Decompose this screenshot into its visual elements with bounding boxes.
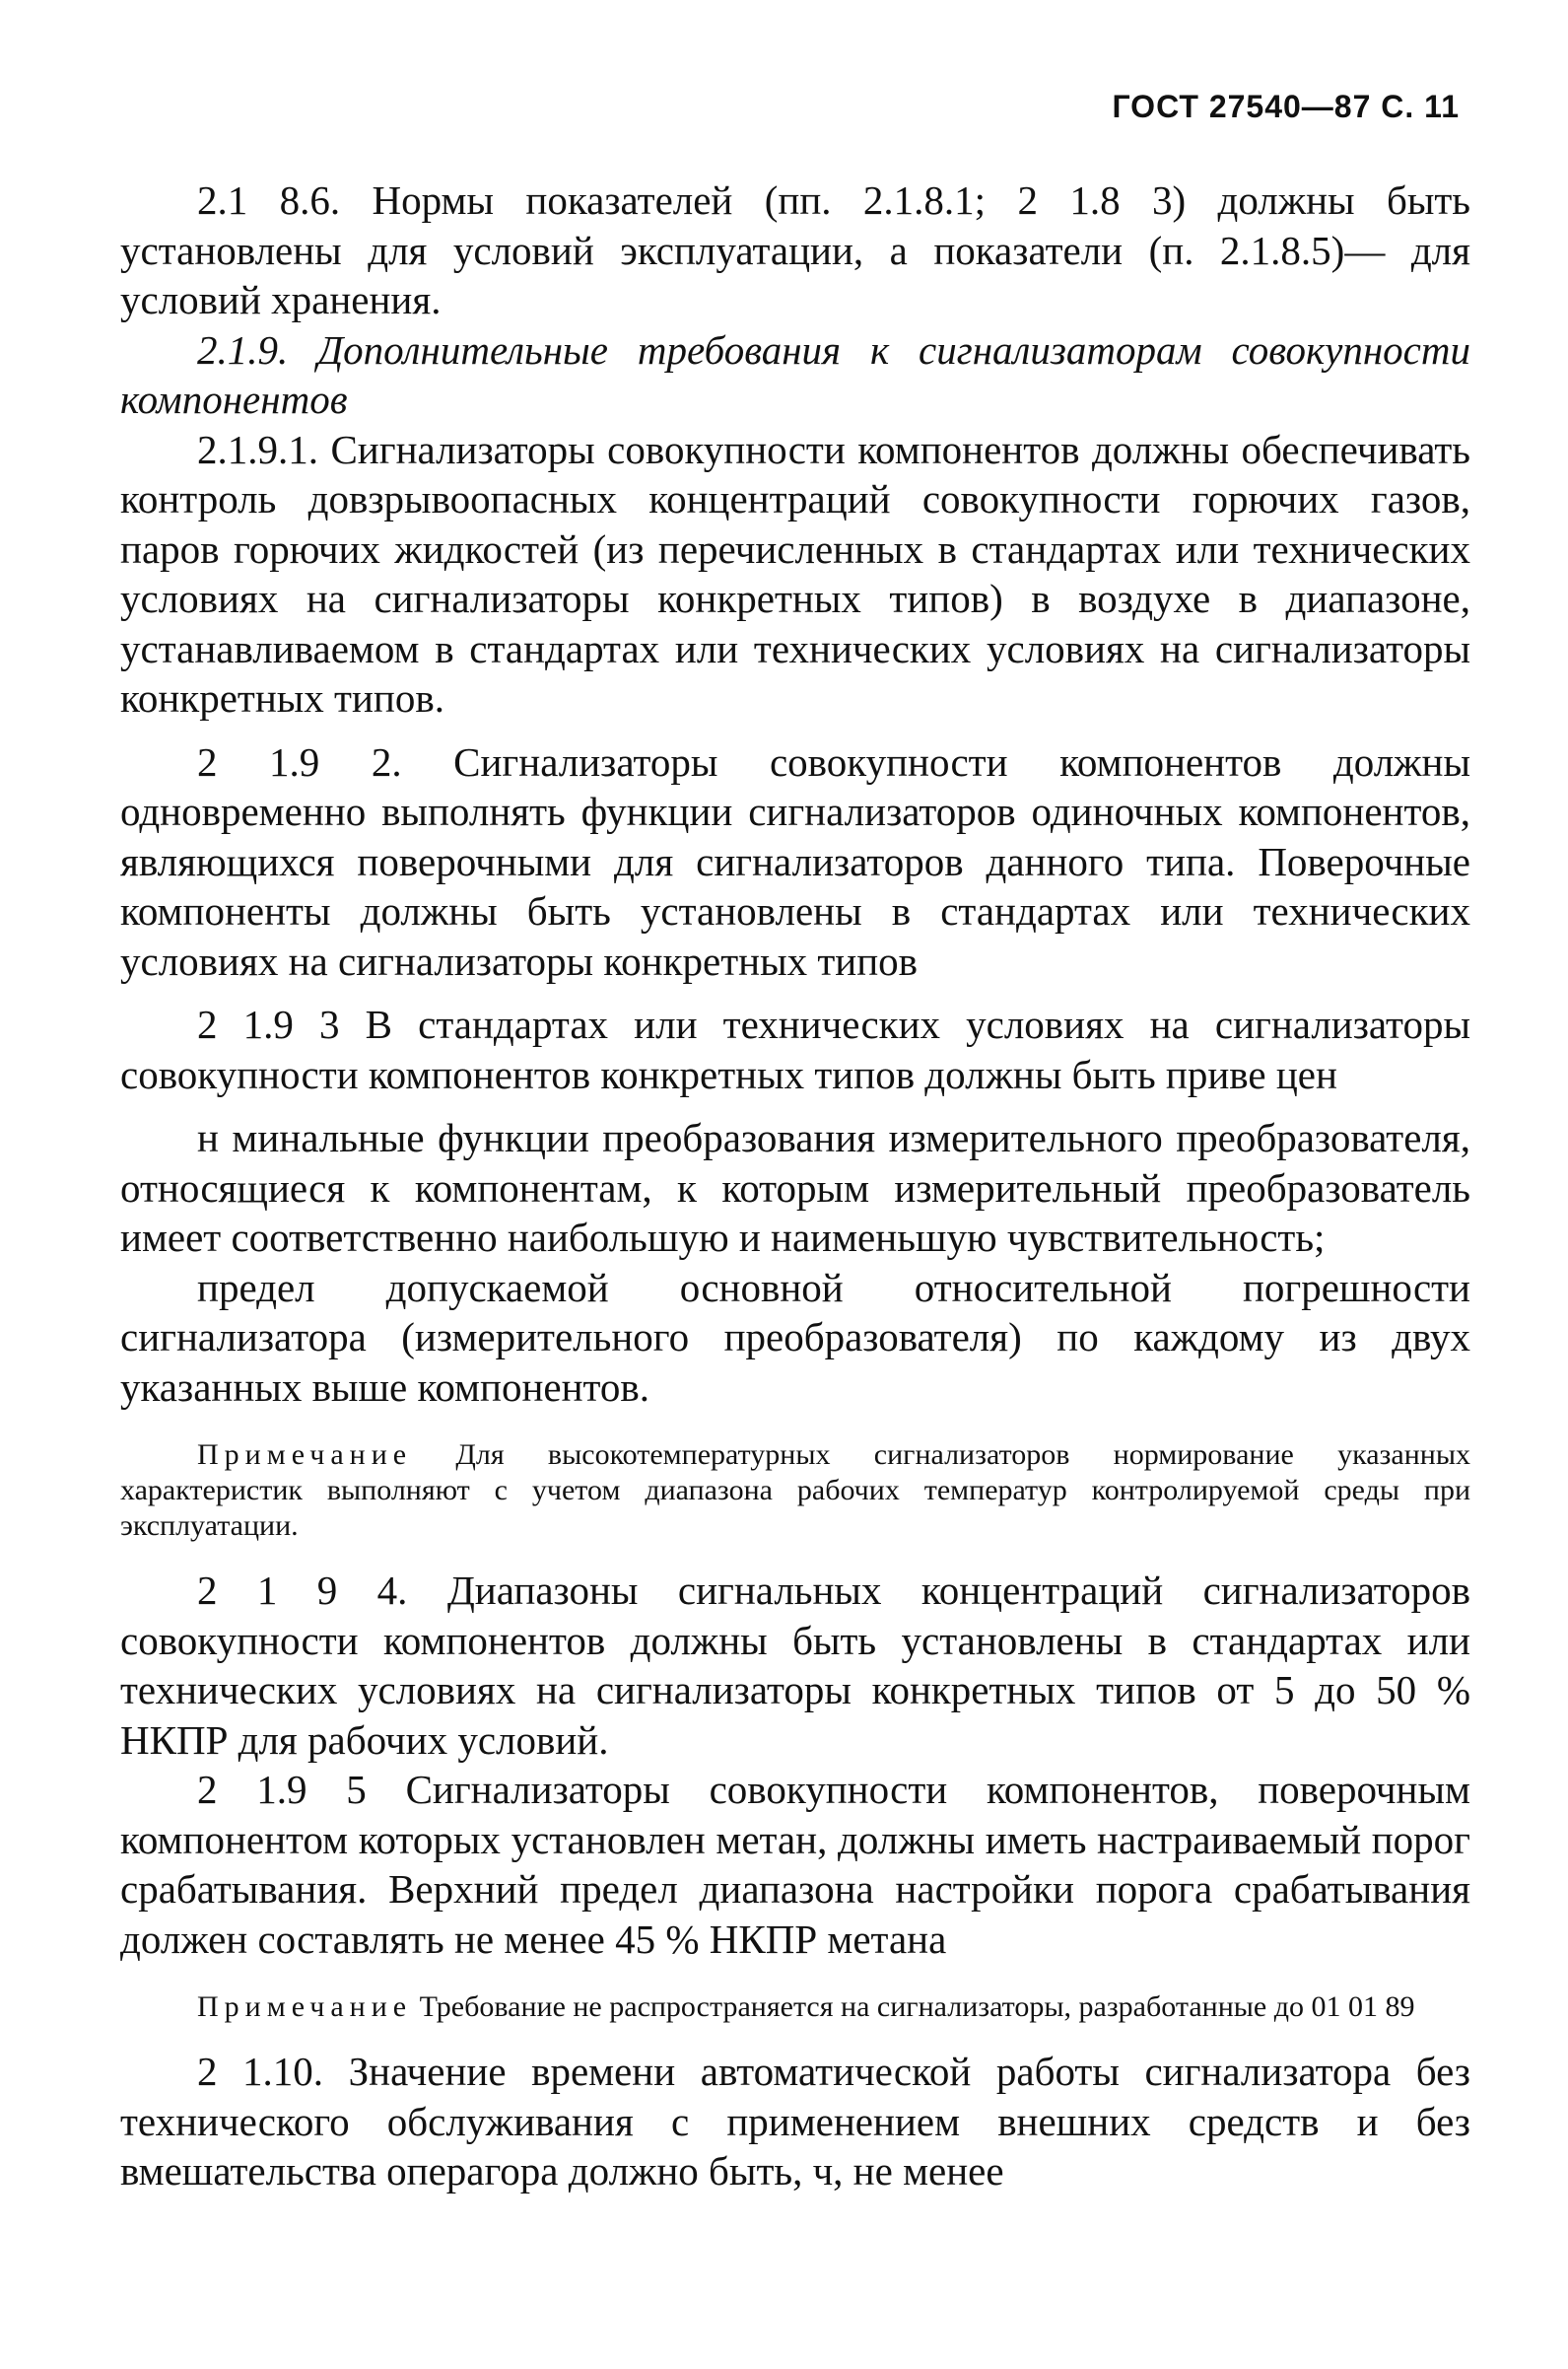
paragraph-2-1-9-3: 2 1.9 3 В стандартах или технических условиях на сигнализаторы совокупности компонентов конкретных типов должны быть приве цен <box>120 1002 1470 1097</box>
note-text: Для высокотемпературных сигнализаторов нормирование указанных характеристик выполняют с учетом диапазона рабочих температур контролируемой среды при эксплуатации. <box>120 1438 1470 1542</box>
paragraph-2-1-8-6: 2.1 8.6. Нормы показателей (пп. 2.1.8.1; 2 1.8 3) должны быть установлены для условий эксплуатации, а показатели (п. 2.1.8.5)— для условий хранения. <box>120 177 1470 322</box>
document-body <box>120 175 1470 2196</box>
note-label: Примечание <box>197 1438 413 1471</box>
paragraph-2-1-10: 2 1.10. Значение времени автоматической работы сигнализатора без технического обслуживания с применением внешних средств и без вмешательства операгора должно быть, ч, не менее <box>120 2049 1470 2194</box>
note-label: Примечание <box>197 1990 413 2023</box>
paragraph-2-1-9-2: 2 1.9 2. Сигнализаторы совокупности компонентов должны одновременно выполнять функции сигнализаторов одиночных компонентов, являющихся поверочными для сигнализаторов данного типа. Поверочные компоненты должны быть установлены в стандартах или технических условиях на сигнализаторы конкретных типов <box>120 738 1470 984</box>
section-heading-2-1-9: 2.1.9. Дополнительные требования к сигнализаторам совокупности компонентов <box>120 326 1470 422</box>
paragraph-2-1-9-5: 2 1.9 5 Сигнализаторы совокупности компонентов, поверочным компонентом которых установлен метан, должны иметь настраиваемый порог срабатывания. Верхний предел диапазона настройки порога срабатывания должен составлять не менее 45 % НКПР метана <box>120 1767 1470 1962</box>
paragraph-2-1-9-1: 2.1.9.1. Сигнализаторы совокупности компонентов должны обеспечивать контроль довзрывоопасных концентраций совокупности горючих газов, паров горючих жидкостей (из перечисленных в стандартах или технических условиях на сигнализаторы конкретных типов) в воздухе в диапазоне, устанавливаемом в стандартах или технических условиях на сигнализаторы конкретных типов. <box>120 426 1470 721</box>
page-header: ГОСТ 27540—87 С. 11 <box>1112 89 1460 124</box>
paragraph-2-1-9-4: 2 1 9 4. Диапазоны сигнальных концентраций сигнализаторов совокупности компонентов должны быть установлены в стандартах или технических условиях на сигнализаторы конкретных типов от 5 до 50 % НКПР для рабочих условий. <box>120 1568 1470 1763</box>
note-text: Требование не распространяется на сигнализаторы, разработанные до 01 01 89 <box>419 1990 1415 2023</box>
paragraph-error-limit: предел допускаемой основной относительной погрешности сигнализатора (измерительного преобразователя) по каждому из двух указанных выше компонентов. <box>120 1264 1470 1410</box>
paragraph-nominal-functions: н минальные функции преобразования измерительного преобразователя, относящиеся к компонентам, к которым измерительный преобразователь имеет соответственно наибольшую и наименьшую чувствительность; <box>120 1115 1470 1260</box>
note-1 <box>120 1437 1470 1544</box>
note-2 <box>120 1989 1470 2025</box>
